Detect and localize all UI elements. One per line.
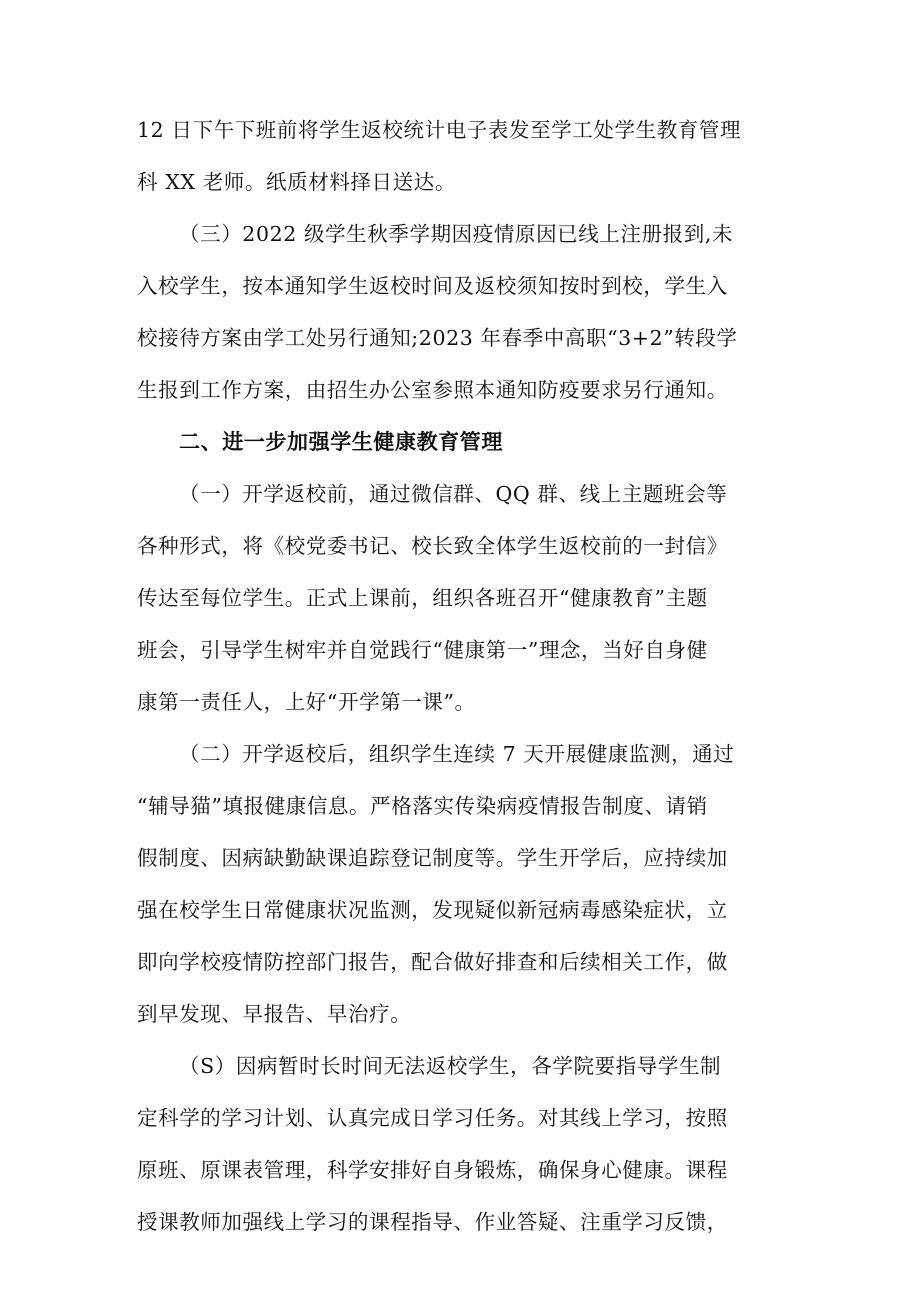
- body-line: 康第一责任人，上好“开学第一课”。: [137, 690, 476, 714]
- body-line: 授课教师加强线上学习的课程指导、作业答疑、注重学习反馈，: [137, 1210, 728, 1234]
- body-line: 科 XX 老师。纸质材料择日送达。: [137, 170, 456, 194]
- body-line: “辅导猫”填报健康信息。严格落实传染病疫情报告制度、请销: [137, 794, 708, 818]
- body-line: 12 日下午下班前将学生返校统计电子表发至学工处学生教育管理: [137, 118, 742, 142]
- paragraph-start-line: （一）开学返校前，通过微信群、QQ 群、线上主题班会等: [179, 482, 728, 506]
- body-line: 班会，引导学生树牢并自觉践行“健康第一”理念，当好自身健: [137, 638, 708, 662]
- body-line: 入校学生，按本通知学生返校时间及返校须知按时到校，学生入: [137, 274, 728, 298]
- section-heading: 二、进一步加强学生健康教育管理: [179, 430, 503, 454]
- paragraph-start-line: （二）开学返校后，组织学生连续 7 天开展健康监测，通过: [179, 742, 735, 766]
- body-line: 强在校学生日常健康状况监测，发现疑似新冠病毒感染症状，立: [137, 898, 728, 922]
- body-line: 各种形式，将《校党委书记、校长致全体学生返校前的一封信》: [137, 534, 728, 558]
- paragraph-start-line: （三）2022 级学生秋季学期因疫情原因已线上注册报到,未: [179, 222, 734, 246]
- body-line: 定科学的学习计划、认真完成日学习任务。对其线上学习，按照: [137, 1106, 728, 1130]
- body-line: 原班、原课表管理，科学安排好自身锻炼，确保身心健康。课程: [137, 1158, 728, 1182]
- body-line: 校接待方案由学工处另行通知;2023 年春季中高职“3+2”转段学: [137, 326, 738, 350]
- document-body: [137, 0, 797, 1301]
- body-line: 即向学校疫情防控部门报告，配合做好排查和后续相关工作，做: [137, 950, 728, 974]
- body-line: 假制度、因病缺勤缺课追踪登记制度等。学生开学后，应持续加: [137, 846, 728, 870]
- body-line: 生报到工作方案，由招生办公室参照本通知防疫要求另行通知。: [137, 378, 728, 402]
- body-line: 传达至每位学生。正式上课前，组织各班召开“健康教育”主题: [137, 586, 708, 610]
- body-line: 到早发现、早报告、早治疗。: [137, 1002, 412, 1026]
- paragraph-start-line: （S）因病暂时长时间无法返校学生，各学院要指导学生制: [179, 1054, 722, 1078]
